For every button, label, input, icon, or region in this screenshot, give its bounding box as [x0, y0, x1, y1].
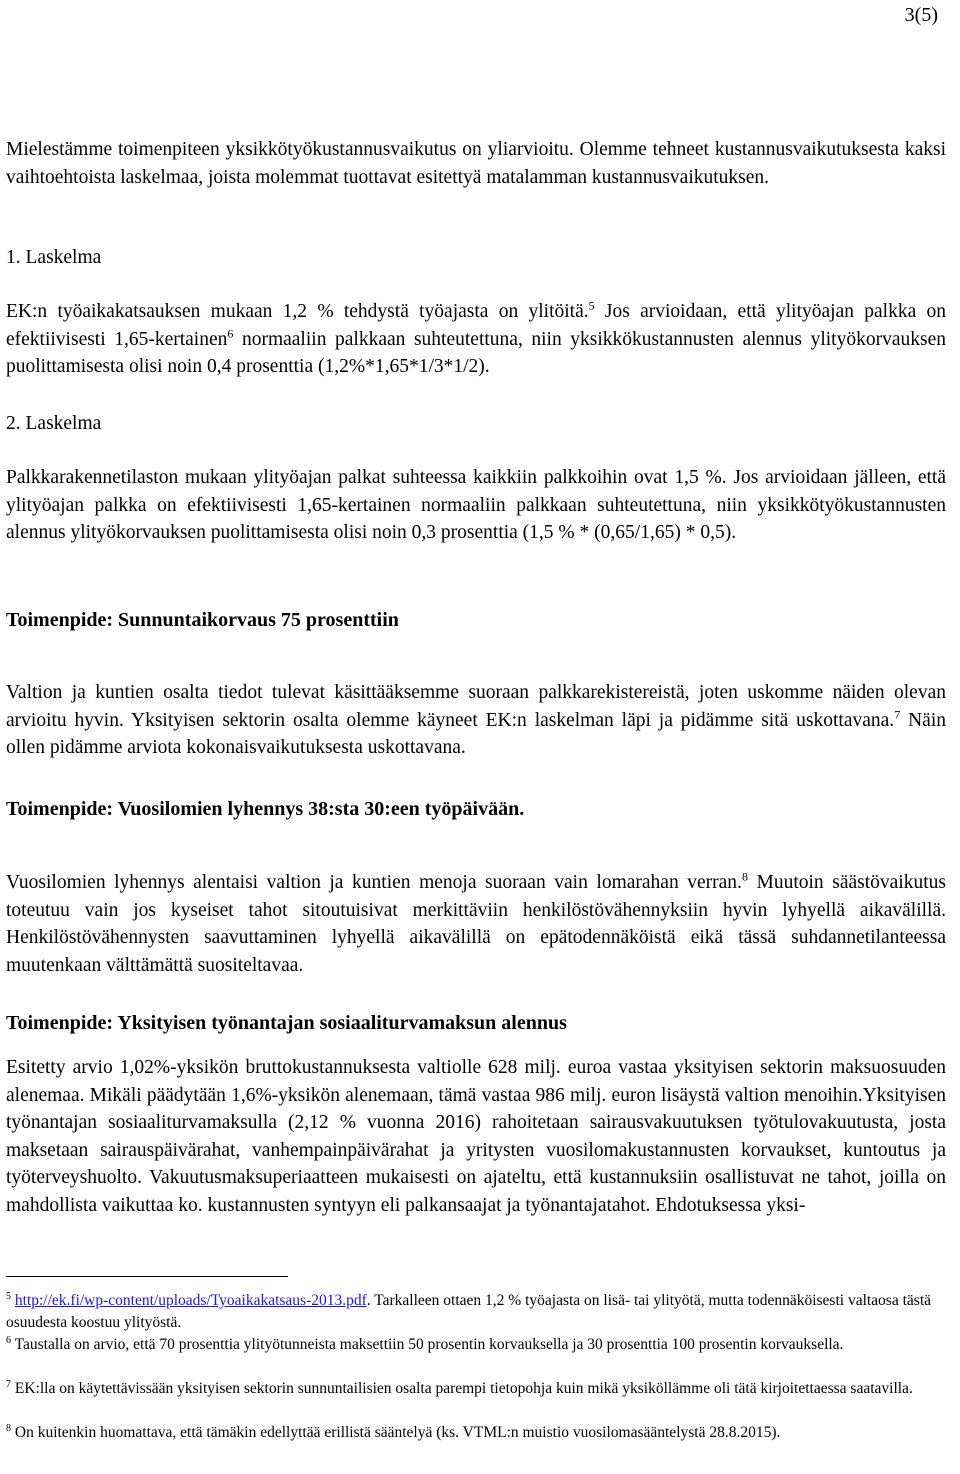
calc2-text: Palkkarakennetilaston mukaan ylityöajan palkat suhteessa kaikkiin palkkoihin ovat 1,5 %. Jos arvioidaan jälleen, että ylityöajan palkka on efektiivisesti 1,65-kertainen normaaliin palkkaan suhteutettuna, niin yksikkötyökustannusten alennus ylityökorvauksen puolittamisesta olisi noin 0,3 prosenttia (1,5 % * (0,65/1,65) * 0,5).	[6, 467, 946, 543]
measure2-heading: Toimenpide: Vuosilomien lyhennys 38:sta 30:een työpäivään.	[6, 798, 525, 820]
measure1-text-b: Näin ollen pidämme arviota kokonaisvaikutuksesta uskottavana.	[6, 709, 946, 758]
measure2-text-a: Vuosilomien lyhennys alentaisi valtion ja kuntien menoja suoraan vain lomarahan verran.	[6, 872, 742, 893]
intro-text: Mielestämme toimenpiteen yksikkötyökustannusvaikutus on yliarvioitu. Olemme tehneet kustannusvaikutuksesta kaksi vaihtoehtoista laskelmaa, joista molemmat tuottavat esitettyä matalamman kustannusvaikutuksen.	[6, 139, 946, 188]
calc1-heading: 1. Laskelma	[6, 247, 102, 268]
calc1-text-b: Jos arvioidaan, että ylityöajan palkka on efektiivisesti 1,65-kertainen	[6, 301, 947, 350]
calc2-paragraph	[6, 464, 946, 547]
footnote-ref-6[interactable]: 6	[227, 326, 234, 340]
measure3-text: Esitetty arvio 1,02%-yksikön bruttokustannuksesta valtiolle 628 milj. euroa vastaa yksityisen sektorin maksuosuuden alenemaa. Mikäli päädytään 1,6%-yksikön alenemaan, tämä vastaa 986 milj. euron lisäystä valtion menoihin.Yksityisen työnantajan sosiaaliturvamaksulla (2,12 % vuonna 2016) rahoitetaan sairausvakuutuksen työtulovakuutusta, josta maksetaan sairauspäivärahat, vanhempainpäivärahat ja yritysten vuosilomakustannusten korvaukset, kuntoutus ja työterveyshuolto. Vakuutusmaksuperiaatteen mukaisesti on ajateltu, että kustannuksiin osallistuvat ne tahot, joilla on mahdollista vaikuttaa ko. kustannusten syntyyn eli palkansaajat ja työnantajatahot. Ehdotuksessa yksi-	[6, 1057, 946, 1216]
footnote-ref-8[interactable]: 8	[741, 869, 748, 884]
measure1-text	[6, 679, 946, 762]
footnote-7	[6, 1378, 950, 1400]
measure1-paragraph	[6, 679, 946, 762]
measure3-heading-block	[6, 1009, 946, 1037]
measure2-text	[6, 869, 946, 979]
footnote-6-text: Taustalla on arvio, että 70 prosenttia ylityötunneista maksettiin 50 prosentin korvauksella ja 30 prosenttia 100 prosentin korvauksella.	[11, 1336, 844, 1353]
intro-paragraph	[6, 136, 946, 191]
measure2-paragraph	[6, 869, 946, 979]
measure1-heading-block	[6, 606, 946, 634]
footnote-5-link[interactable]: http://ek.fi/wp-content/uploads/Tyoaikakatsaus-2013.pdf	[14, 1292, 367, 1309]
footnote-7-number: 7	[6, 1378, 11, 1390]
footnote-8-number: 8	[6, 1422, 11, 1434]
measure1-heading: Toimenpide: Sunnuntaikorvaus 75 prosenttiin	[6, 609, 399, 631]
footnote-6-number: 6	[6, 1334, 11, 1346]
calc1-text	[6, 298, 946, 381]
calc1-paragraph	[6, 298, 946, 381]
calc1-text-c: normaaliin palkkaan suhteutettuna, niin yksikkökustannusten alennus ylityökorvauksen puolittamisesta olisi noin 0,4 prosenttia (1,2%*1,65*1/3*1/2).	[6, 328, 946, 377]
measure2-text-b: Muutoin säästövaikutus toteutuu vain jos kyseiset tahot sitoutuisivat merkittäviin henkilöstövähennyksiin hyvin lyhyellä aikavälillä. Henkilöstövähennysten saavuttaminen lyhyellä aikavälillä on epätodennäköistä eikä tässä suhdannetilanteessa muutenkaan välttämättä suositeltavaa.	[6, 872, 946, 976]
footnote-ref-5[interactable]: 5	[588, 298, 595, 313]
footnote-6	[6, 1334, 950, 1356]
measure1-text-a: Valtion ja kuntien osalta tiedot tulevat käsittääksemme suoraan palkkarekistereistä, joten uskomme näiden olevan arvioitu hyvin. Yksityisen sektorin osalta olemme käyneet EK:n laskelman läpi ja pidämme sitä uskottavana.	[6, 682, 946, 731]
measure2-heading-block	[6, 795, 946, 823]
measure3-heading: Toimenpide: Yksityisen työnantajan sosiaaliturvamaksun alennus	[6, 1012, 567, 1034]
footnote-ref-7[interactable]: 7	[894, 707, 901, 721]
footnote-5-number: 5	[6, 1290, 11, 1302]
footnote-5-text: . Tarkalleen ottaen 1,2 % työajasta on lisä- tai ylityötä, mutta todennäköisesti valtaosa tästä osuudesta koostuu ylityöstä.	[6, 1292, 932, 1331]
calc2-heading: 2. Laskelma	[6, 413, 102, 434]
footnote-7-text: EK:lla on käytettävissään yksityisen sektorin sunnuntailisien osalta parempi tietopohja kuin mikä yksiköllämme oli tätä kirjoitettaessa saatavilla.	[11, 1380, 913, 1397]
calc1-text-a: EK:n työaikakatsauksen mukaan 1,2 % tehdystä työajasta on ylitöitä.	[6, 301, 589, 322]
footnote-separator	[6, 1276, 288, 1277]
calc2-heading-block	[6, 410, 946, 438]
footnote-8	[6, 1422, 950, 1444]
page-number: 3(5)	[904, 4, 938, 26]
calc1-heading-block	[6, 244, 946, 272]
footnote-5	[6, 1290, 950, 1334]
measure3-paragraph	[6, 1054, 946, 1219]
footnote-8-text: On kuitenkin huomattava, että tämäkin edellyttää erillistä sääntelyä (ks. VTML:n muistio vuosilomasääntelystä 28.8.2015).	[11, 1424, 781, 1441]
